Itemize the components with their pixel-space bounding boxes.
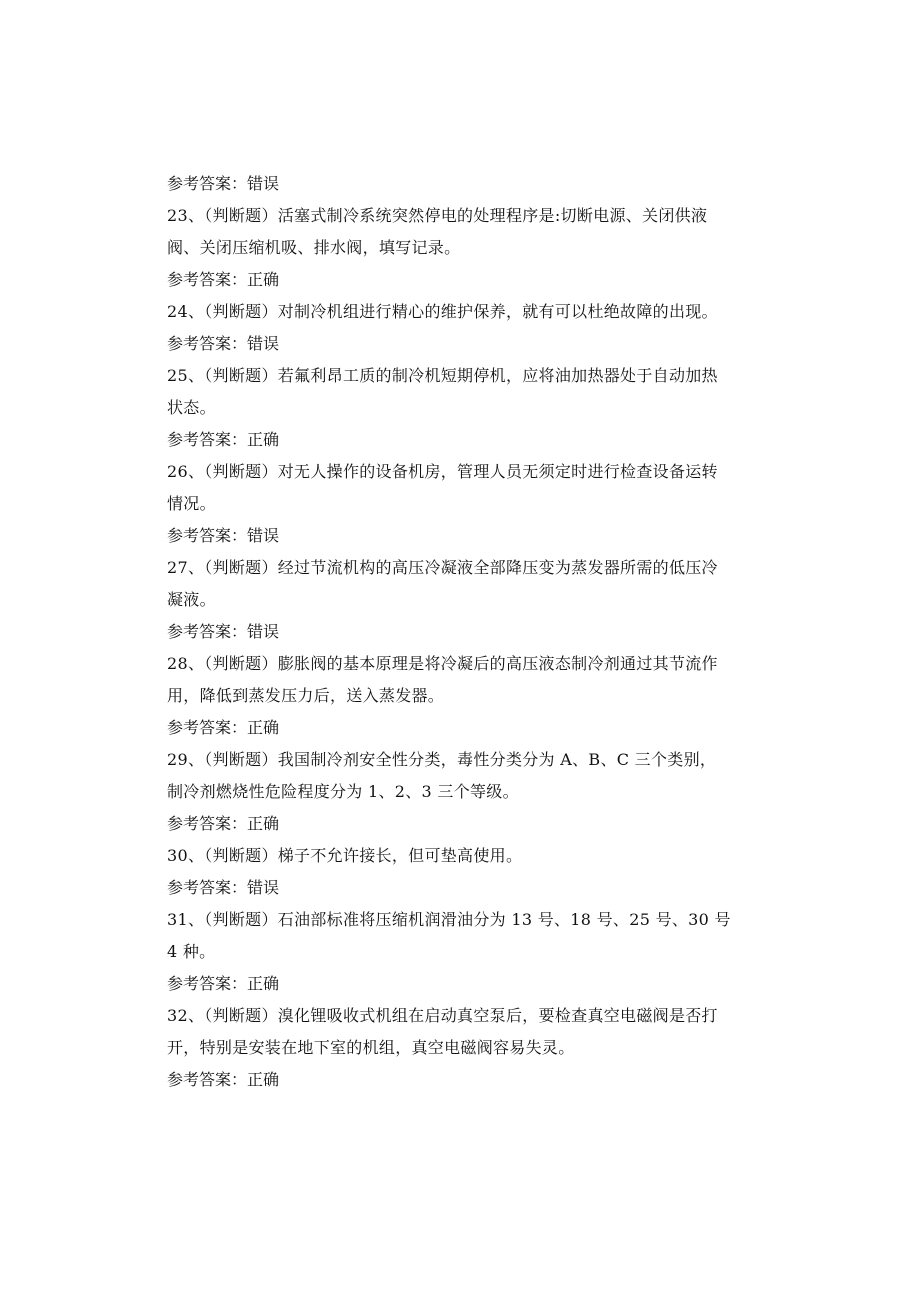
question-item (167, 744, 752, 808)
question-line: 28、（判断题）膨胀阀的基本原理是将冷凝后的高压液态制冷剂通过其节流作 (167, 654, 718, 673)
question-line: 27、（判断题）经过节流机构的高压冷凝液全部降压变为蒸发器所需的低压冷 (167, 558, 718, 577)
answer-line: 参考答案：错误 (167, 622, 280, 641)
question-line: 情况。 (167, 494, 216, 513)
answer-line: 参考答案：正确 (167, 718, 280, 737)
answer-line: 参考答案：正确 (167, 270, 280, 289)
answer-line: 参考答案：错误 (167, 878, 280, 897)
question-item (167, 200, 752, 264)
question-line: 24、（判断题）对制冷机组进行精心的维护保养，就有可以杜绝故障的出现。 (167, 302, 718, 321)
answer-line: 参考答案：正确 (167, 1070, 280, 1089)
question-item (167, 296, 752, 328)
question-line: 23、（判断题）活塞式制冷系统突然停电的处理程序是:切断电源、关闭供液 (167, 206, 708, 225)
question-line: 30、（判断题）梯子不允许接长，但可垫高使用。 (167, 846, 523, 865)
question-item (167, 648, 752, 712)
question-item (167, 456, 752, 520)
question-line: 开，特别是安装在地下室的机组，真空电磁阀容易失灵。 (167, 1038, 575, 1057)
answer-line: 参考答案：正确 (167, 430, 280, 449)
question-line: 25、（判断题）若氟利昂工质的制冷机短期停机，应将油加热器处于自动加热 (167, 366, 718, 385)
question-line: 31、（判断题）石油部标准将压缩机润滑油分为 13 号、18 号、25 号、30 号 (167, 910, 731, 929)
question-line: 阀、关闭压缩机吸、排水阀，填写记录。 (167, 238, 461, 257)
question-item (167, 840, 752, 872)
question-line: 4 种。 (167, 942, 216, 961)
answer-line: 参考答案：正确 (167, 974, 280, 993)
question-line: 状态。 (167, 398, 216, 417)
answer-line: 参考答案：错误 (167, 174, 280, 193)
question-item (167, 1000, 752, 1064)
answer-line: 参考答案：错误 (167, 526, 280, 545)
question-line: 制冷剂燃烧性危险程度分为 1、2、3 三个等级。 (167, 782, 519, 801)
question-line: 用，降低到蒸发压力后，送入蒸发器。 (167, 686, 445, 705)
question-line: 凝液。 (167, 590, 216, 609)
question-line: 26、（判断题）对无人操作的设备机房，管理人员无须定时进行检查设备运转 (167, 462, 718, 481)
answer-line: 参考答案：正确 (167, 814, 280, 833)
question-item (167, 904, 752, 968)
question-item (167, 360, 752, 424)
question-line: 32、（判断题）溴化锂吸收式机组在启动真空泵后，要检查真空电磁阀是否打 (167, 1006, 718, 1025)
question-line: 29、（判断题）我国制冷剂安全性分类，毒性分类分为 A、B、C 三个类别， (167, 750, 717, 769)
question-item (167, 552, 752, 616)
answer-line: 参考答案：错误 (167, 334, 280, 353)
question-list (167, 168, 752, 1096)
